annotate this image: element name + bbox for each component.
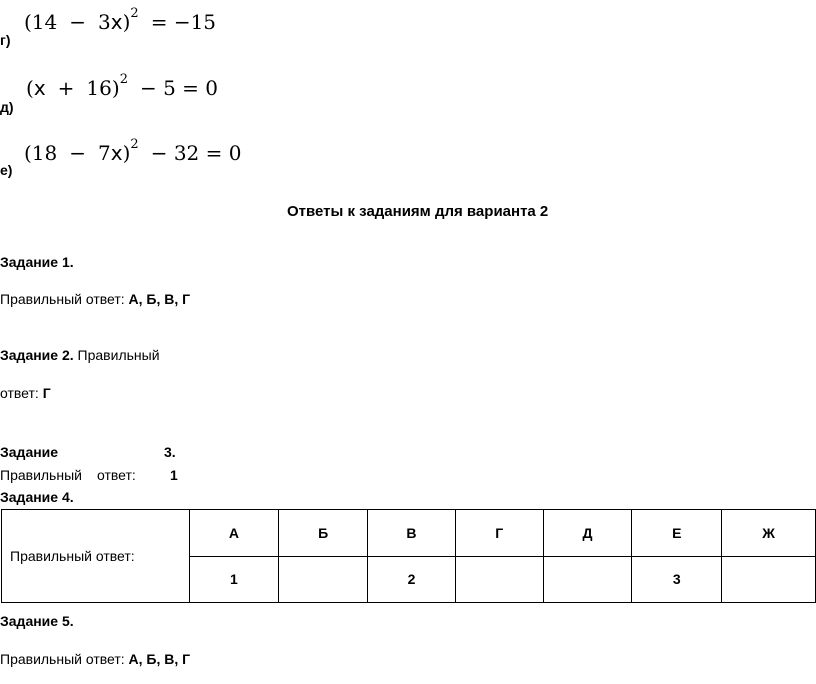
column-header: Ж bbox=[722, 510, 816, 557]
table-row bbox=[2, 510, 816, 557]
task1-answer-line: Правильный ответ: А, Б, В, Г bbox=[0, 291, 191, 307]
task2-label: Задание 2. bbox=[0, 347, 74, 363]
column-header: А bbox=[189, 510, 279, 557]
task4-label: Задание 4. bbox=[0, 489, 74, 505]
task2-answer-line: ответ: Г bbox=[0, 385, 51, 401]
column-header: В bbox=[368, 510, 456, 557]
answer-cell bbox=[455, 556, 543, 603]
answer-cell: 3 bbox=[632, 556, 722, 603]
answers-title: Ответы к заданиям для варианта 2 bbox=[287, 203, 549, 220]
equation-d: $(x + 16)^2 - 5 = 0$ bbox=[26, 72, 219, 100]
task3-label-num: 3. bbox=[164, 444, 176, 460]
task2-answer: Г bbox=[42, 385, 51, 401]
answer-cell bbox=[543, 556, 632, 603]
answer-cell bbox=[722, 556, 816, 603]
answer-cell: 1 bbox=[189, 556, 279, 603]
task1-answer: А, Б, В, Г bbox=[128, 291, 191, 307]
task1-label: Задание 1. bbox=[0, 254, 74, 270]
option-letter-e: е) bbox=[0, 162, 13, 178]
column-header: Е bbox=[632, 510, 722, 557]
task4-answer-table bbox=[1, 509, 816, 603]
task3-answer: 1 bbox=[170, 467, 178, 483]
equation-e: $(18 - 7x)^2 - 32 = 0$ bbox=[24, 137, 242, 165]
task3-label-word: Задание bbox=[0, 444, 59, 460]
task5-label: Задание 5. bbox=[0, 613, 74, 629]
equation-g: $(14 - 3x)^2 = -15$ bbox=[24, 6, 217, 34]
answer-cell bbox=[279, 556, 368, 603]
task5-answer: А, Б, В, Г bbox=[128, 651, 191, 667]
answer-cell: 2 bbox=[368, 556, 456, 603]
task3-answer-prefix-2: ответ: bbox=[97, 467, 136, 483]
option-letter-d: д) bbox=[0, 99, 14, 115]
option-letter-g: г) bbox=[0, 32, 11, 48]
task5-answer-line: Правильный ответ: А, Б, В, Г bbox=[0, 651, 191, 667]
column-header: Д bbox=[543, 510, 632, 557]
task3-answer-prefix-1: Правильный bbox=[0, 467, 82, 483]
column-header: Б bbox=[279, 510, 368, 557]
row-header: Правильный ответ: bbox=[2, 510, 190, 603]
column-header: Г bbox=[455, 510, 543, 557]
task2-line: Задание 2. Правильный bbox=[0, 347, 160, 363]
